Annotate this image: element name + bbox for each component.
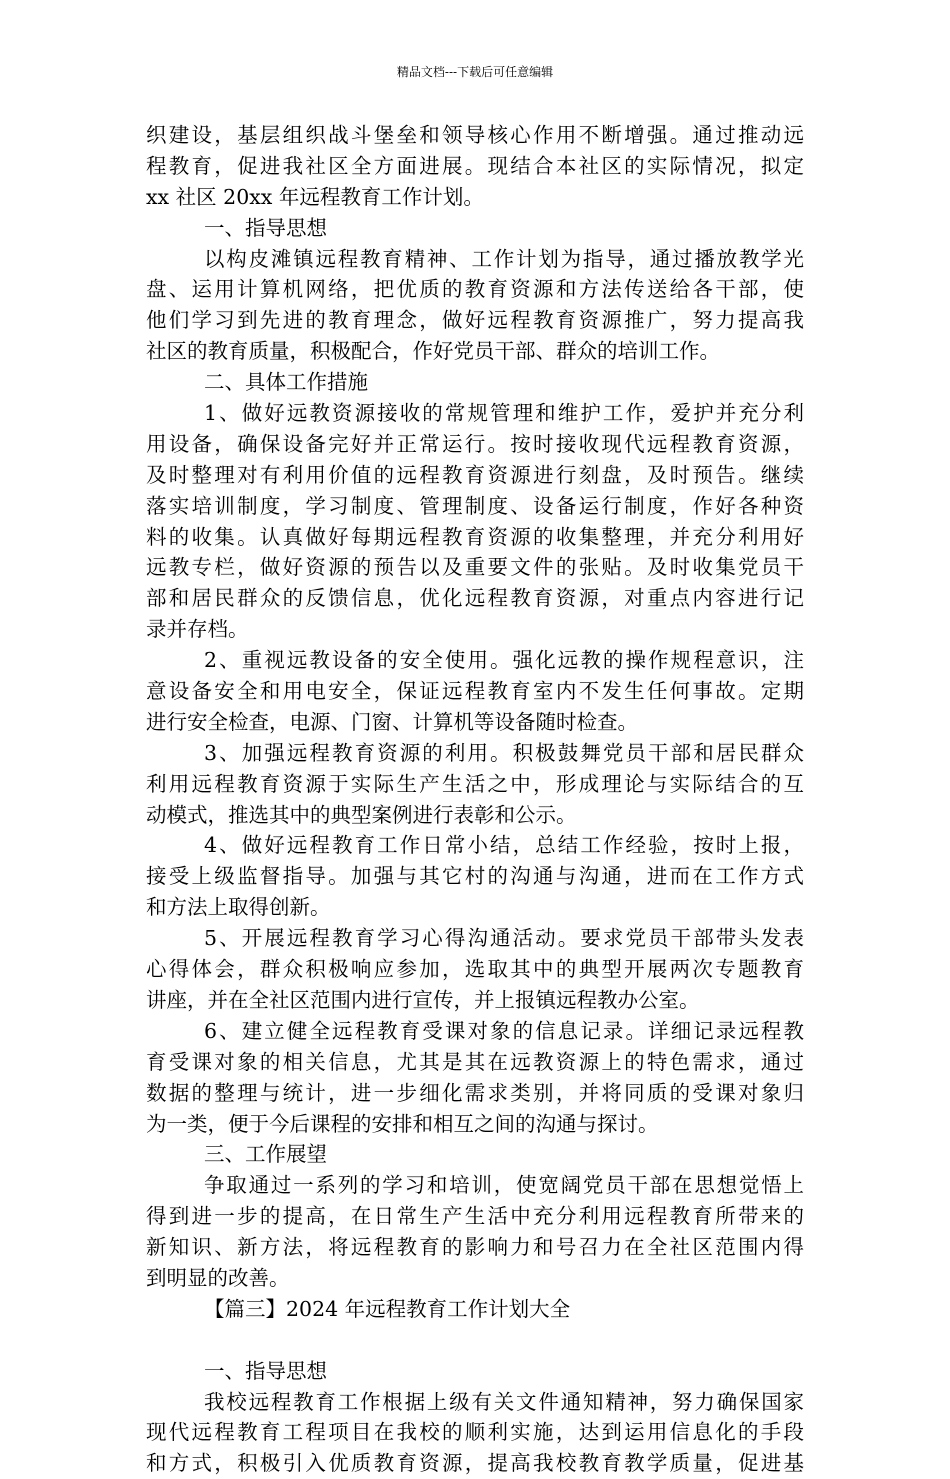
text-line: 为一类，便于今后课程的安排和相互之间的沟通与探讨。 [146, 1111, 659, 1136]
text-line: 及时整理对有利用价值的远程教育资源进行刻盘，及时预告。继续 [146, 462, 804, 487]
article-title: 【篇三】2024 年远程教育工作计划大全 [204, 1296, 571, 1321]
text-line: 6、建立健全远程教育受课对象的信息记录。详细记录远程教 [204, 1018, 804, 1043]
text-line: 他们学习到先进的教育理念，做好远程教育资源推广，努力提高我 [146, 308, 804, 333]
text-line: 动模式，推选其中的典型案例进行表彰和公示。 [146, 802, 577, 827]
text-line: 育受课对象的相关信息，尤其是其在远教资源上的特色需求，通过 [146, 1049, 804, 1074]
text-line: 织建设，基层组织战斗堡垒和领导核心作用不断增强。通过推动远 [146, 123, 804, 147]
text-line: 4、做好远程教育工作日常小结，总结工作经验，按时上报， [204, 833, 804, 858]
text-line: 落实培训制度，学习制度、管理制度、设备运行制度，作好各种资 [146, 493, 804, 518]
text-line: 以构皮滩镇远程教育精神、工作计划为指导，通过播放教学光 [204, 246, 804, 271]
text-line: 心得体会，群众积极响应参加，选取其中的典型开展两次专题教育 [146, 957, 804, 982]
text-line: xx 社区 20xx 年远程教育工作计划。 [146, 184, 484, 209]
text-line: 新知识、新方法，将远程教育的影响力和号召力在全社区范围内得 [146, 1235, 804, 1260]
text-line: 意设备安全和用电安全，保证远程教育室内不发生任何事故。定期 [146, 679, 804, 704]
blank-line [146, 1325, 804, 1356]
text-line: 进行安全检查，电源、门窗、计算机等设备随时检查。 [146, 709, 638, 734]
text-line: 远教专栏，做好资源的预告以及重要文件的张贴。及时收集党员干 [146, 555, 804, 580]
text-line: 争取通过一系列的学习和培训，使宽阔党员干部在思想觉悟上 [204, 1173, 804, 1198]
document-body [146, 120, 804, 1479]
text-line: 程教育，促进我社区全方面进展。现结合本社区的实际情况，拟定 [146, 153, 804, 178]
text-line: 和方式，积极引入优质教育资源，提高我校教育教学质量，促进基 [146, 1451, 804, 1476]
text-line: 5、开展远程教育学习心得沟通活动。要求党员干部带头发表 [204, 926, 804, 951]
text-line: 用设备，确保设备完好并正常运行。按时接收现代远程教育资源， [146, 431, 804, 456]
section-heading: 三、工作展望 [204, 1142, 327, 1167]
text-line: 讲座，并在全社区范围内进行宣传，并上报镇远程教办公室。 [146, 987, 700, 1012]
section-heading: 一、指导思想 [204, 215, 327, 240]
text-line: 部和居民群众的反馈信息，优化远程教育资源，对重点内容进行记 [146, 586, 804, 611]
text-line: 3、加强远程教育资源的利用。积极鼓舞党员干部和居民群众 [204, 740, 804, 765]
text-line: 利用远程教育资源于实际生产生活之中，形成理论与实际结合的互 [146, 771, 804, 796]
text-line: 2、重视远教设备的安全使用。强化远教的操作规程意识，注 [204, 648, 804, 673]
page-header: 精品文档---下载后可任意编辑 [396, 65, 554, 79]
text-line: 接受上级监督指导。加强与其它村的沟通与沟通，进而在工作方式 [146, 864, 804, 889]
text-line: 和方法上取得创新。 [146, 895, 331, 920]
text-line: 1、做好远教资源接收的常规管理和维护工作，爱护并充分利 [204, 401, 804, 426]
text-line: 社区的教育质量，积极配合，作好党员干部、群众的培训工作。 [146, 339, 720, 364]
text-line: 料的收集。认真做好每期远程教育资源的收集整理，并充分利用好 [146, 524, 804, 549]
text-line: 得到进一步的提高，在日常生产生活中充分利用远程教育所带来的 [146, 1204, 804, 1229]
text-line: 到明显的改善。 [146, 1265, 290, 1290]
text-line: 数据的整理与统计，进一步细化需求类别，并将同质的受课对象归 [146, 1080, 804, 1105]
text-line: 现代远程教育工程项目在我校的顺利实施，达到运用信息化的手段 [146, 1420, 804, 1445]
section-heading: 二、具体工作措施 [204, 370, 368, 395]
section-heading: 一、指导思想 [204, 1358, 327, 1383]
text-line: 录并存档。 [146, 617, 249, 642]
text-line: 我校远程教育工作根据上级有关文件通知精神，努力确保国家 [204, 1389, 804, 1414]
text-line: 盘、运用计算机网络，把优质的教育资源和方法传送给各干部，使 [146, 277, 804, 302]
